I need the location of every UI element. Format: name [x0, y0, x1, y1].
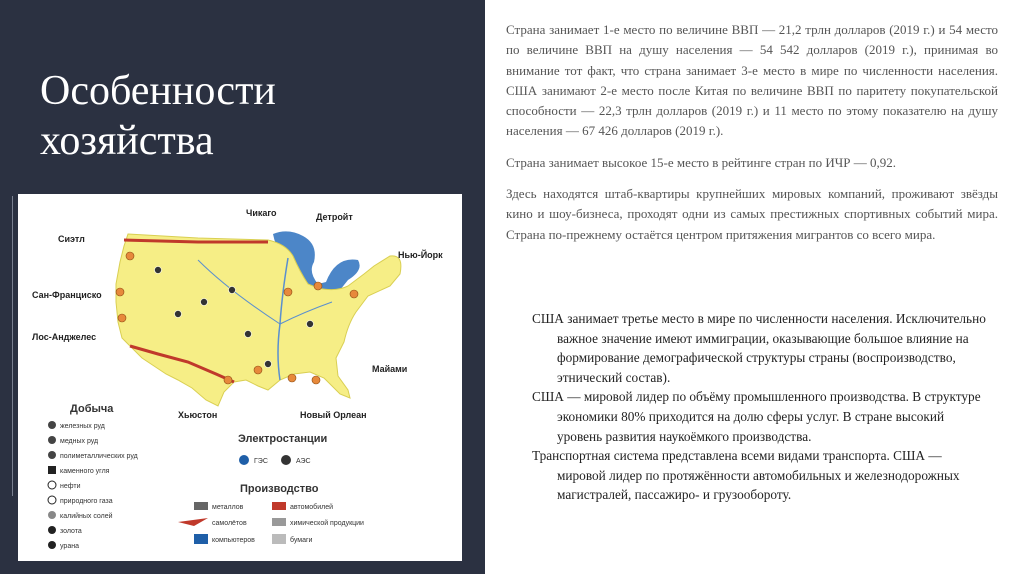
legend-icon — [272, 518, 286, 526]
marker — [224, 376, 232, 384]
city-chicago: Чикаго — [246, 208, 277, 218]
paragraph-hdi: Страна занимает высокое 15-е место в рейтинге стран по ИЧР — 0,92. — [506, 154, 896, 170]
marker — [314, 282, 322, 290]
legend-icon — [48, 526, 56, 534]
legend-item: компьютеров — [212, 537, 255, 544]
legend-icon — [272, 502, 286, 510]
legend-item: железных руд — [60, 423, 105, 430]
legend-mining-title: Добыча — [70, 403, 114, 415]
legend-icon — [48, 421, 56, 429]
legend-item: металлов — [212, 504, 244, 511]
legend-item: бумаги — [290, 537, 313, 544]
legend-icon — [48, 436, 56, 444]
marker — [126, 252, 134, 260]
legend-production-title: Производство — [240, 483, 319, 495]
fact-transport: Транспортная система представлена всеми видами транспорта. США — мировой лидер по протяжённости автомобильных и железнодорожных магистралей, пассажиро- и грузообороту. — [532, 448, 960, 503]
city-seattle: Сиэтл — [58, 234, 85, 244]
legend-icon — [239, 455, 249, 465]
legend-item: золота — [60, 528, 82, 535]
city-detroit: Детройт — [316, 212, 353, 222]
legend-icon — [48, 481, 56, 489]
legend-item: нефти — [60, 483, 81, 490]
marker — [118, 314, 126, 322]
legend-icon — [48, 451, 56, 459]
city-san-francisco: Сан-Франциско — [32, 290, 102, 300]
legend-item: полиметаллических руд — [60, 453, 138, 460]
city-new-york: Нью-Йорк — [398, 250, 443, 260]
legend-power-title: Электростанции — [238, 433, 328, 445]
fact-population: США занимает третье место в мире по численности населения. Исключительно важное значение имеют иммиграции, оказывающие большое влияние на формирование демографической структуры страны (воспроизводство, этнический состав). — [532, 311, 986, 385]
legend-item: самолётов — [212, 520, 247, 527]
legend-icon — [281, 455, 291, 465]
marker — [284, 288, 292, 296]
economy-description — [506, 20, 998, 256]
marker — [307, 321, 314, 328]
marker — [155, 267, 162, 274]
usa-land — [116, 234, 401, 406]
legend-mining — [48, 421, 138, 550]
legend-item: медных руд — [60, 438, 99, 445]
city-miami: Майами — [372, 364, 408, 374]
city-new-orleans: Новый Орлеан — [300, 410, 367, 420]
legend-icon — [48, 511, 56, 519]
legend-icon — [48, 496, 56, 504]
paragraph-companies: Здесь находятся штаб-квартиры крупнейших мировых компаний, проживают звёзды кино и шоу-бизнеса, проходят одни из самых престижных спортивных событий мира. Страна по-прежнему остаётся центром притяжения мигрантов со всего мира. — [506, 186, 998, 242]
legend-icon — [272, 534, 286, 544]
legend-item: АЭС — [296, 458, 311, 465]
legend-icon — [48, 466, 56, 474]
legend-icon — [178, 518, 208, 526]
decorative-line — [12, 196, 13, 496]
marker — [288, 374, 296, 382]
usa-map-svg — [18, 194, 462, 561]
key-facts-list — [532, 309, 988, 505]
legend-item: ГЭС — [254, 458, 268, 465]
marker — [312, 376, 320, 384]
legend-icon — [194, 502, 208, 510]
economy-map — [18, 194, 462, 561]
marker — [265, 361, 272, 368]
legend-item: калийных солей — [60, 513, 113, 520]
paragraph-gdp: Страна занимает 1-е место по величине ВВП — 21,2 трлн долларов (2019 г.) и 54 место по величине ВВП на душу населения — 54 542 долларов (2019 г.), принимая во внимание тот факт, что страна занимает 3-е место в мире по численности населения. США занимают 2-е место после Китая по величине ВВП по паритету покупательской способности — 22,3 трлн долларов (2019 г.) и 11 место по этому показателю на душу населения — 67 426 долларов (2019 г.). — [506, 22, 998, 139]
marker — [350, 290, 358, 298]
marker — [201, 299, 208, 306]
legend-icon — [48, 541, 56, 549]
slide-title: Особенности хозяйства — [40, 68, 276, 164]
marker — [254, 366, 262, 374]
legend-item: химической продукции — [290, 520, 364, 527]
city-los-angeles: Лос-Анджелес — [32, 332, 97, 342]
marker — [116, 288, 124, 296]
legend-item: природного газа — [60, 498, 113, 505]
legend-item: урана — [60, 543, 79, 550]
legend-item: каменного угля — [60, 468, 110, 475]
city-houston: Хьюстон — [178, 410, 218, 420]
marker — [245, 331, 252, 338]
marker — [175, 311, 182, 318]
legend-item: автомобилей — [290, 504, 333, 511]
legend-icon — [194, 534, 208, 544]
fact-industry: США — мировой лидер по объёму промышленного производства. В структуре экономики 80% приходится на долю сферы услуг. В стране высокий уровень развития наукоёмкого производства. — [532, 389, 981, 444]
marker — [229, 287, 236, 294]
